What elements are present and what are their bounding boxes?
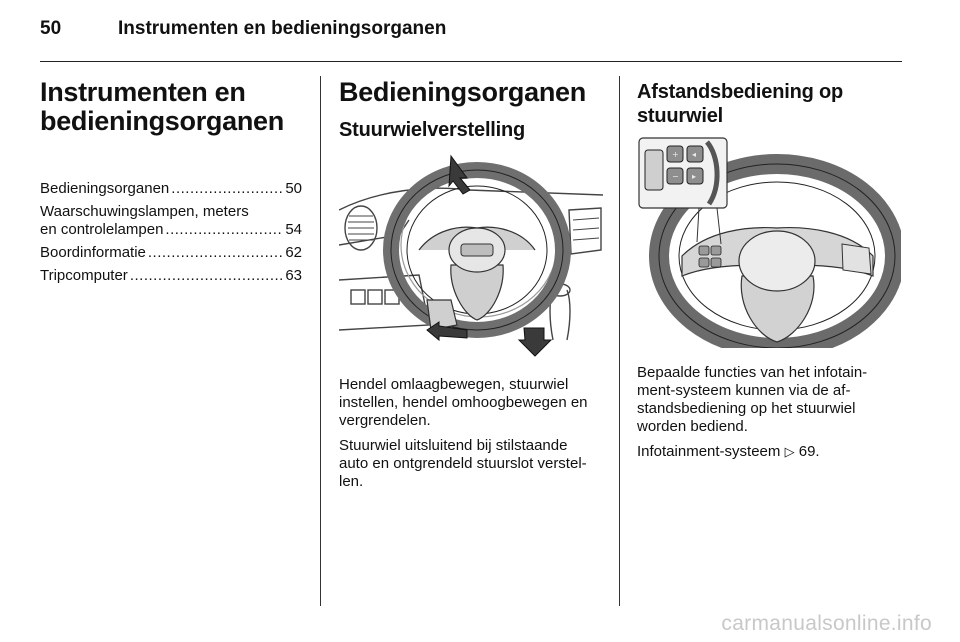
toc-entry[interactable] — [40, 180, 302, 198]
toc-entry-page: 62 — [285, 244, 302, 261]
paragraph — [339, 437, 607, 491]
reference-arrow-icon: ▷ — [784, 444, 795, 459]
text-line: worden bediend. — [637, 418, 748, 435]
header-rule — [40, 61, 902, 62]
text-line: Stuurwiel uitsluitend bij stilstaande — [339, 437, 568, 454]
toc-leader-dots — [165, 221, 283, 239]
toc-leader-dots — [130, 267, 284, 285]
text-line: ment-systeem kunnen via de af- — [637, 382, 851, 399]
volume-icon: ◂ — [692, 150, 697, 159]
steering-wheel-remote-control-illustration — [637, 136, 901, 348]
section-title: Bedieningsorganen — [339, 77, 586, 107]
text-line: Bepaalde functies van het infotain- — [637, 364, 868, 381]
toc-leader-dots — [148, 244, 283, 262]
text-line: auto en ontgrendeld stuurslot verstel- — [339, 455, 587, 472]
reference-page: 69. — [798, 443, 820, 460]
toc-entry-page: 63 — [285, 267, 302, 284]
section-title — [637, 80, 907, 128]
text-line: instellen, hendel omhoogbewegen en — [339, 394, 588, 411]
toc-entry[interactable] — [40, 244, 302, 262]
toc-leader-dots — [171, 180, 283, 198]
reference-text: Infotainment-systeem — [637, 443, 781, 460]
page-number: 50 — [40, 18, 62, 39]
chapter-title-line: bedieningsorganen — [40, 106, 284, 136]
toc-entry[interactable] — [40, 267, 302, 285]
column-divider-left — [320, 76, 321, 606]
toc-entry-page: 54 — [285, 221, 302, 238]
toc-entry-text: Bedieningsorganen — [40, 180, 170, 197]
chapter-title-line: Instrumenten en — [40, 77, 246, 107]
table-of-contents — [40, 180, 302, 290]
paragraph — [339, 376, 607, 430]
watermark: carmanualsonline.info — [721, 612, 932, 635]
mute-icon: ▸ — [692, 172, 697, 181]
toc-entry-text: Boordinformatie — [40, 244, 146, 261]
toc-entry-text: Tripcomputer — [40, 267, 128, 284]
text-line: standsbediening op het stuurwiel — [637, 400, 856, 417]
running-title: Instrumenten en bedieningsorganen — [118, 18, 447, 39]
toc-entry-text: Waarschuwingslampen, meters — [40, 203, 249, 220]
toc-entry-page: 50 — [285, 180, 302, 197]
chapter-title — [40, 78, 310, 136]
steering-adjustment-text — [339, 376, 607, 498]
remote-control-text — [637, 364, 905, 468]
minus-icon: − — [672, 172, 679, 181]
section-title-line: Afstandsbediening op — [637, 81, 844, 103]
plus-icon: + — [672, 150, 679, 159]
text-line: vergrendelen. — [339, 412, 431, 429]
steering-column-adjustment-illustration — [339, 150, 603, 360]
column-divider-right — [619, 76, 620, 606]
text-line: Hendel omlaagbewegen, stuurwiel — [339, 376, 569, 393]
toc-entry[interactable] — [40, 203, 302, 239]
toc-entry-text: en controlelampen — [40, 221, 164, 238]
paragraph — [637, 364, 905, 436]
cross-reference[interactable] — [637, 443, 905, 461]
subsection-title: Stuurwielverstelling — [339, 119, 526, 141]
section-title-line: stuurwiel — [637, 105, 723, 127]
text-line: len. — [339, 473, 364, 490]
